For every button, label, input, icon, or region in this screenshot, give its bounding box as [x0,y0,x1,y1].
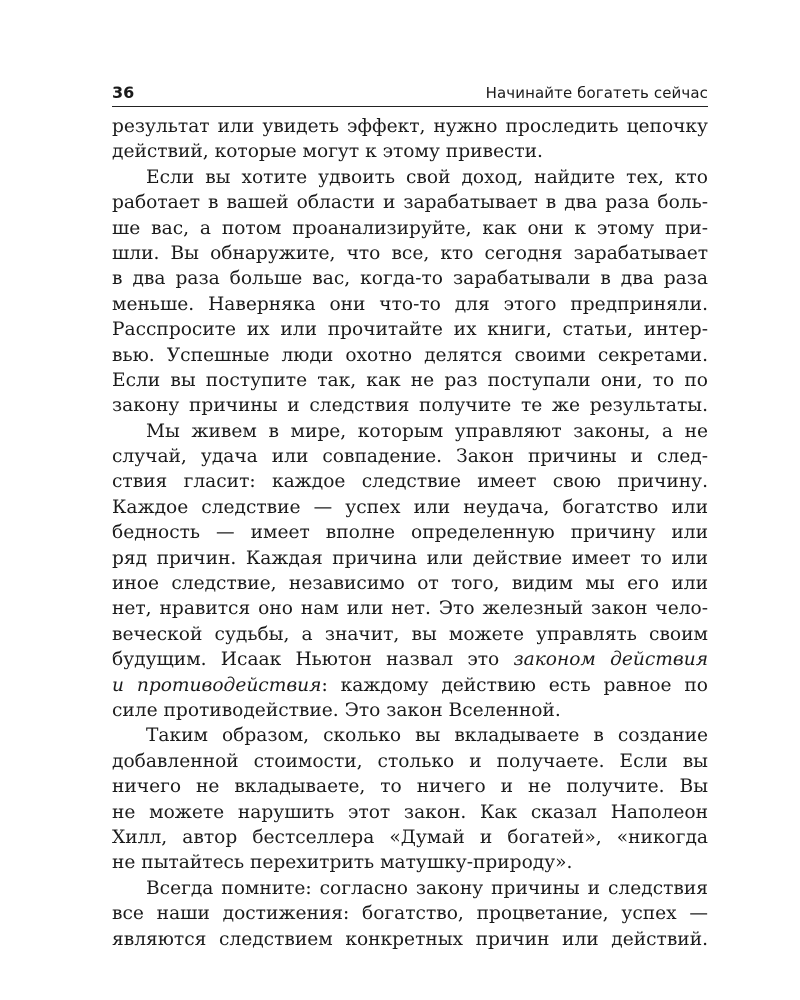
text-line: ствия гласит: каждое следствие имеет свою причину. [112,471,708,493]
text-line: не пытайтесь перехитрить матушку-природу». [112,852,573,874]
text-line: иное следствие, независимо от того, видим мы его или [112,573,708,595]
text-line: веческой судьбы, а значит, вы можете управлять своим [112,623,708,645]
text-line: являются следствием конкретных причин или действий. [112,928,708,950]
text-segment: : каждому действию есть равное по [321,674,709,696]
text-line: все наши достижения: богатство, процветание, успех — [112,903,708,925]
text-line: нет, нравится оно нам или нет. Это железный закон чело- [112,598,708,620]
text-line: силе противодействие. Это закон Вселенной. [112,699,561,721]
italic-term: законом действия [513,649,709,671]
text-line: результат или увидеть эффект, нужно проследить цепочку [112,116,708,137]
text-line: ряд причин. Каждая причина или действие имеет то или [112,547,708,569]
text-line: шли. Вы обнаружите, что все, кто сегодня зарабатывает [112,242,708,264]
text-line: добавленной стоимости, столько и получаете. Если вы [112,750,708,772]
text-line: бедность — имеет вполне определенную причину или [112,522,708,544]
text-line: ничего не вкладываете, то ничего и не получите. Вы [112,776,708,798]
text-line [112,673,708,698]
text-line: Если вы поступите так, как не раз поступали они, то по [112,369,708,391]
text-line: Каждое следствие — успех или неудача, богатство или [112,496,708,518]
text-line: не можете нарушить этот закон. Как сказал Наполеон [112,801,708,823]
text-line: действий, которые могут к этому привести. [112,141,543,163]
text-line: Таким образом, сколько вы вкладываете в создание [146,725,708,747]
running-head [112,82,708,104]
text-line: Если вы хотите удвоить свой доход, найдите тех, кто [146,166,708,188]
text-line: вью. Успешные люди охотно делятся своими секретами. [112,344,708,366]
text-line: меньше. Наверняка они что-то для этого предприняли. [112,293,708,315]
text-line: случай, удача или совпадение. Закон причины и след- [112,446,708,468]
body-text [112,114,708,952]
text-line: в два раза больше вас, когда-то зарабатывали в два раза [112,268,708,290]
text-line: Расспросите их или прочитайте их книги, статьи, интер- [112,319,708,341]
text-line: работает в вашей области и зарабатывает в два раза боль- [112,192,708,214]
text-segment: будущим. Исаак Ньютон назвал это [112,649,514,671]
text-line: Мы живем в мире, которым управляют законы, а не [146,420,708,442]
text-line: закону причины и следствия получите те же результаты. [112,395,708,417]
page-number: 36 [112,83,135,102]
book-title: Начинайте богатеть сейчас [485,84,708,102]
italic-term: и противодействия [112,674,322,696]
text-line: Всегда помните: согласно закону причины и следствия [146,877,708,899]
text-line: Хилл, автор бестселлера «Думай и богатей», «никогда [112,826,708,848]
text-line [112,647,708,672]
text-line: ше вас, а потом проанализируйте, как они к этому при- [112,217,708,239]
header-rule [112,106,708,107]
